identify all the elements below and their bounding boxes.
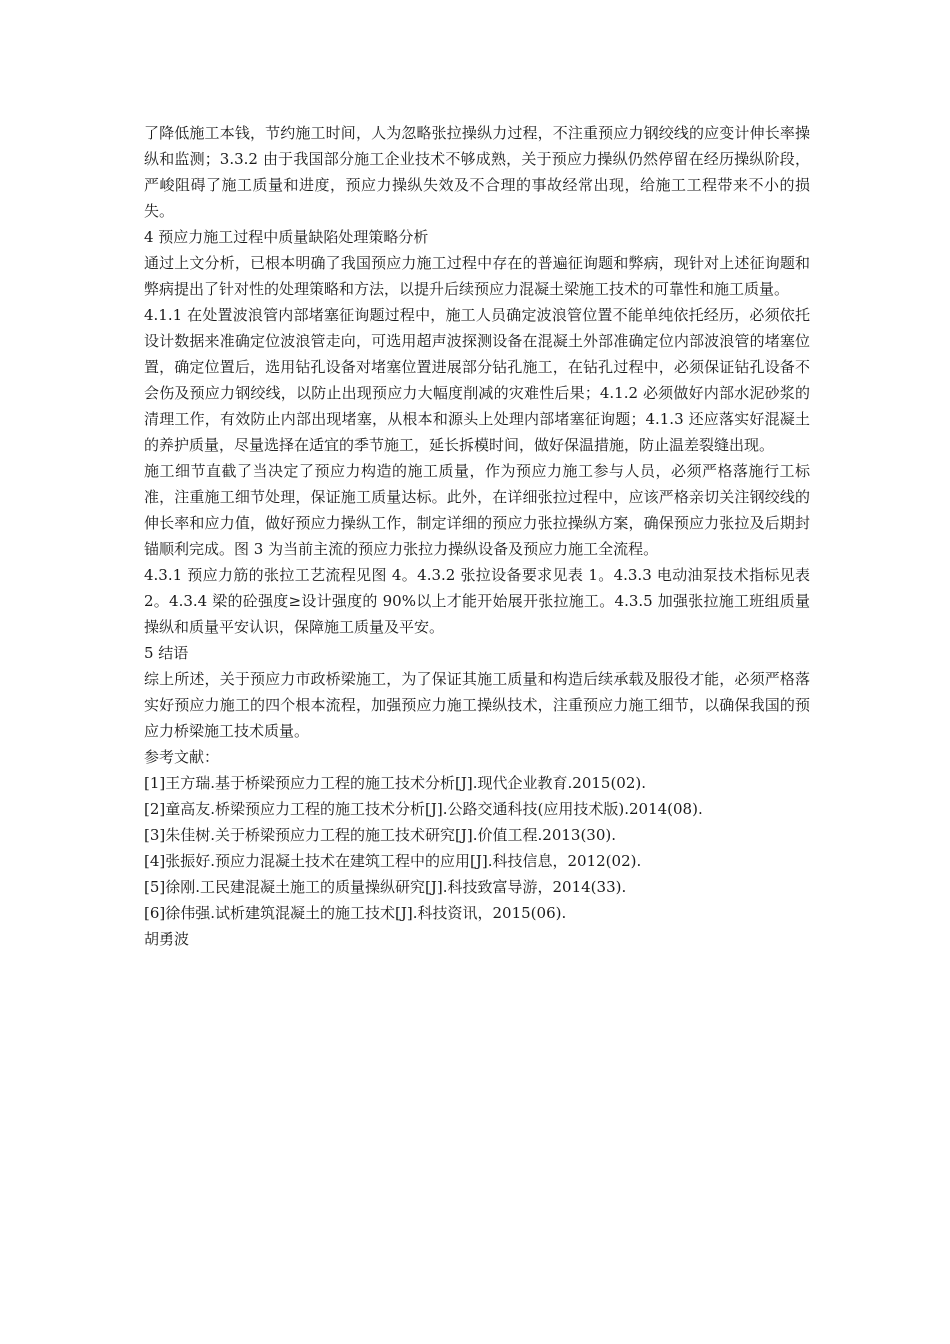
paragraph-construction-details: 施工细节直截了当决定了预应力构造的施工质量，作为预应力施工参与人员，必须严格落施行工标准，注重施工细节处理，保证施工质量达标。此外，在详细张拉过程中，应该严格亲切关注钢绞线的伸长率和应力值，做好预应力操纵工作，制定详细的预应力张拉操纵方案，确保预应力张拉及后期封锚顺利完成。图 3 为当前主流的预应力张拉力操纵设备及预应力施工全流程。 — [144, 462, 810, 558]
paragraph-conclusion: 综上所述，关于预应力市政桥梁施工，为了保证其施工质量和构造后续承载及服役才能，必须严格落实好预应力施工的四个根本流程，加强预应力施工操纵技术，注重预应力施工细节，以确保我国的预应力桥梁施工技术质量。 — [144, 670, 810, 740]
references-section — [144, 744, 810, 926]
document-page — [144, 120, 810, 952]
reference-item: [4]张振好.预应力混凝土技术在建筑工程中的应用[J].科技信息，2012(02). — [144, 852, 642, 870]
reference-item: [1]王方瑞.基于桥梁预应力工程的施工技术分析[J].现代企业教育.2015(02). — [144, 774, 647, 792]
paragraph-continuation: 了降低施工本钱，节约施工时间，人为忽略张拉操纵力过程，不注重预应力钢绞线的应变计伸长率操纵和监测；3.3.2 由于我国部分施工企业技术不够成熟，关于预应力操纵仍然停留在经历操纵阶段，严峻阻碍了施工质量和进度，预应力操纵失效及不合理的事故经常出现，给施工工程带来不小的损失。 — [144, 124, 810, 220]
paragraph-4-1: 4.1.1 在处置波浪管内部堵塞征询题过程中，施工人员确定波浪管位置不能单纯依托经历，必须依托设计数据来准确定位波浪管走向，可选用超声波探测设备在混凝土外部准确定位内部波浪管的堵塞位置，确定位置后，选用钻孔设备对堵塞位置进展部分钻孔施工，在钻孔过程中，必须保证钻孔设备不会伤及预应力钢绞线，以防止出现预应力大幅度削减的灾难性后果；4.1.2 必须做好内部水泥砂浆的清理工作，有效防止内部出现堵塞，从根本和源头上处理内部堵塞征询题；4.1.3 还应落实好混凝土的养护质量，尽量选择在适宜的季节施工，延长拆模时间，做好保温措施，防止温差裂缝出现。 — [144, 306, 810, 454]
reference-item: [6]徐伟强.试析建筑混凝土的施工技术[J].科技资讯，2015(06). — [144, 904, 567, 922]
references-title: 参考文献： — [144, 748, 220, 766]
reference-item: [5]徐刚.工民建混凝土施工的质量操纵研究[J].科技致富导游，2014(33). — [144, 878, 627, 896]
paragraph-4-3: 4.3.1 预应力筋的张拉工艺流程见图 4。4.3.2 张拉设备要求见表 1。4.3.3 电动油泵技术指标见表 2。4.3.4 梁的砼强度≥设计强度的 90%以上才能开始展开张拉施工。4.3.5 加强张拉施工班组质量操纵和质量平安认识，保障施工质量及平安。 — [144, 566, 810, 636]
author-name: 胡勇波 — [144, 930, 190, 948]
reference-item: [2]童高友.桥梁预应力工程的施工技术分析[J].公路交通科技(应用技术版).2014(08). — [144, 800, 703, 818]
reference-item: [3]朱佳树.关于桥梁预应力工程的施工技术研究[J].价值工程.2013(30). — [144, 826, 617, 844]
section-heading-5: 5 结语 — [144, 644, 189, 662]
section-heading-4: 4 预应力施工过程中质量缺陷处理策略分析 — [144, 228, 429, 246]
paragraph-intro-strategies: 通过上文分析，已根本明确了我国预应力施工过程中存在的普遍征询题和弊病，现针对上述征询题和弊病提出了针对性的处理策略和方法，以提升后续预应力混凝土梁施工技术的可靠性和施工质量。 — [144, 254, 810, 298]
